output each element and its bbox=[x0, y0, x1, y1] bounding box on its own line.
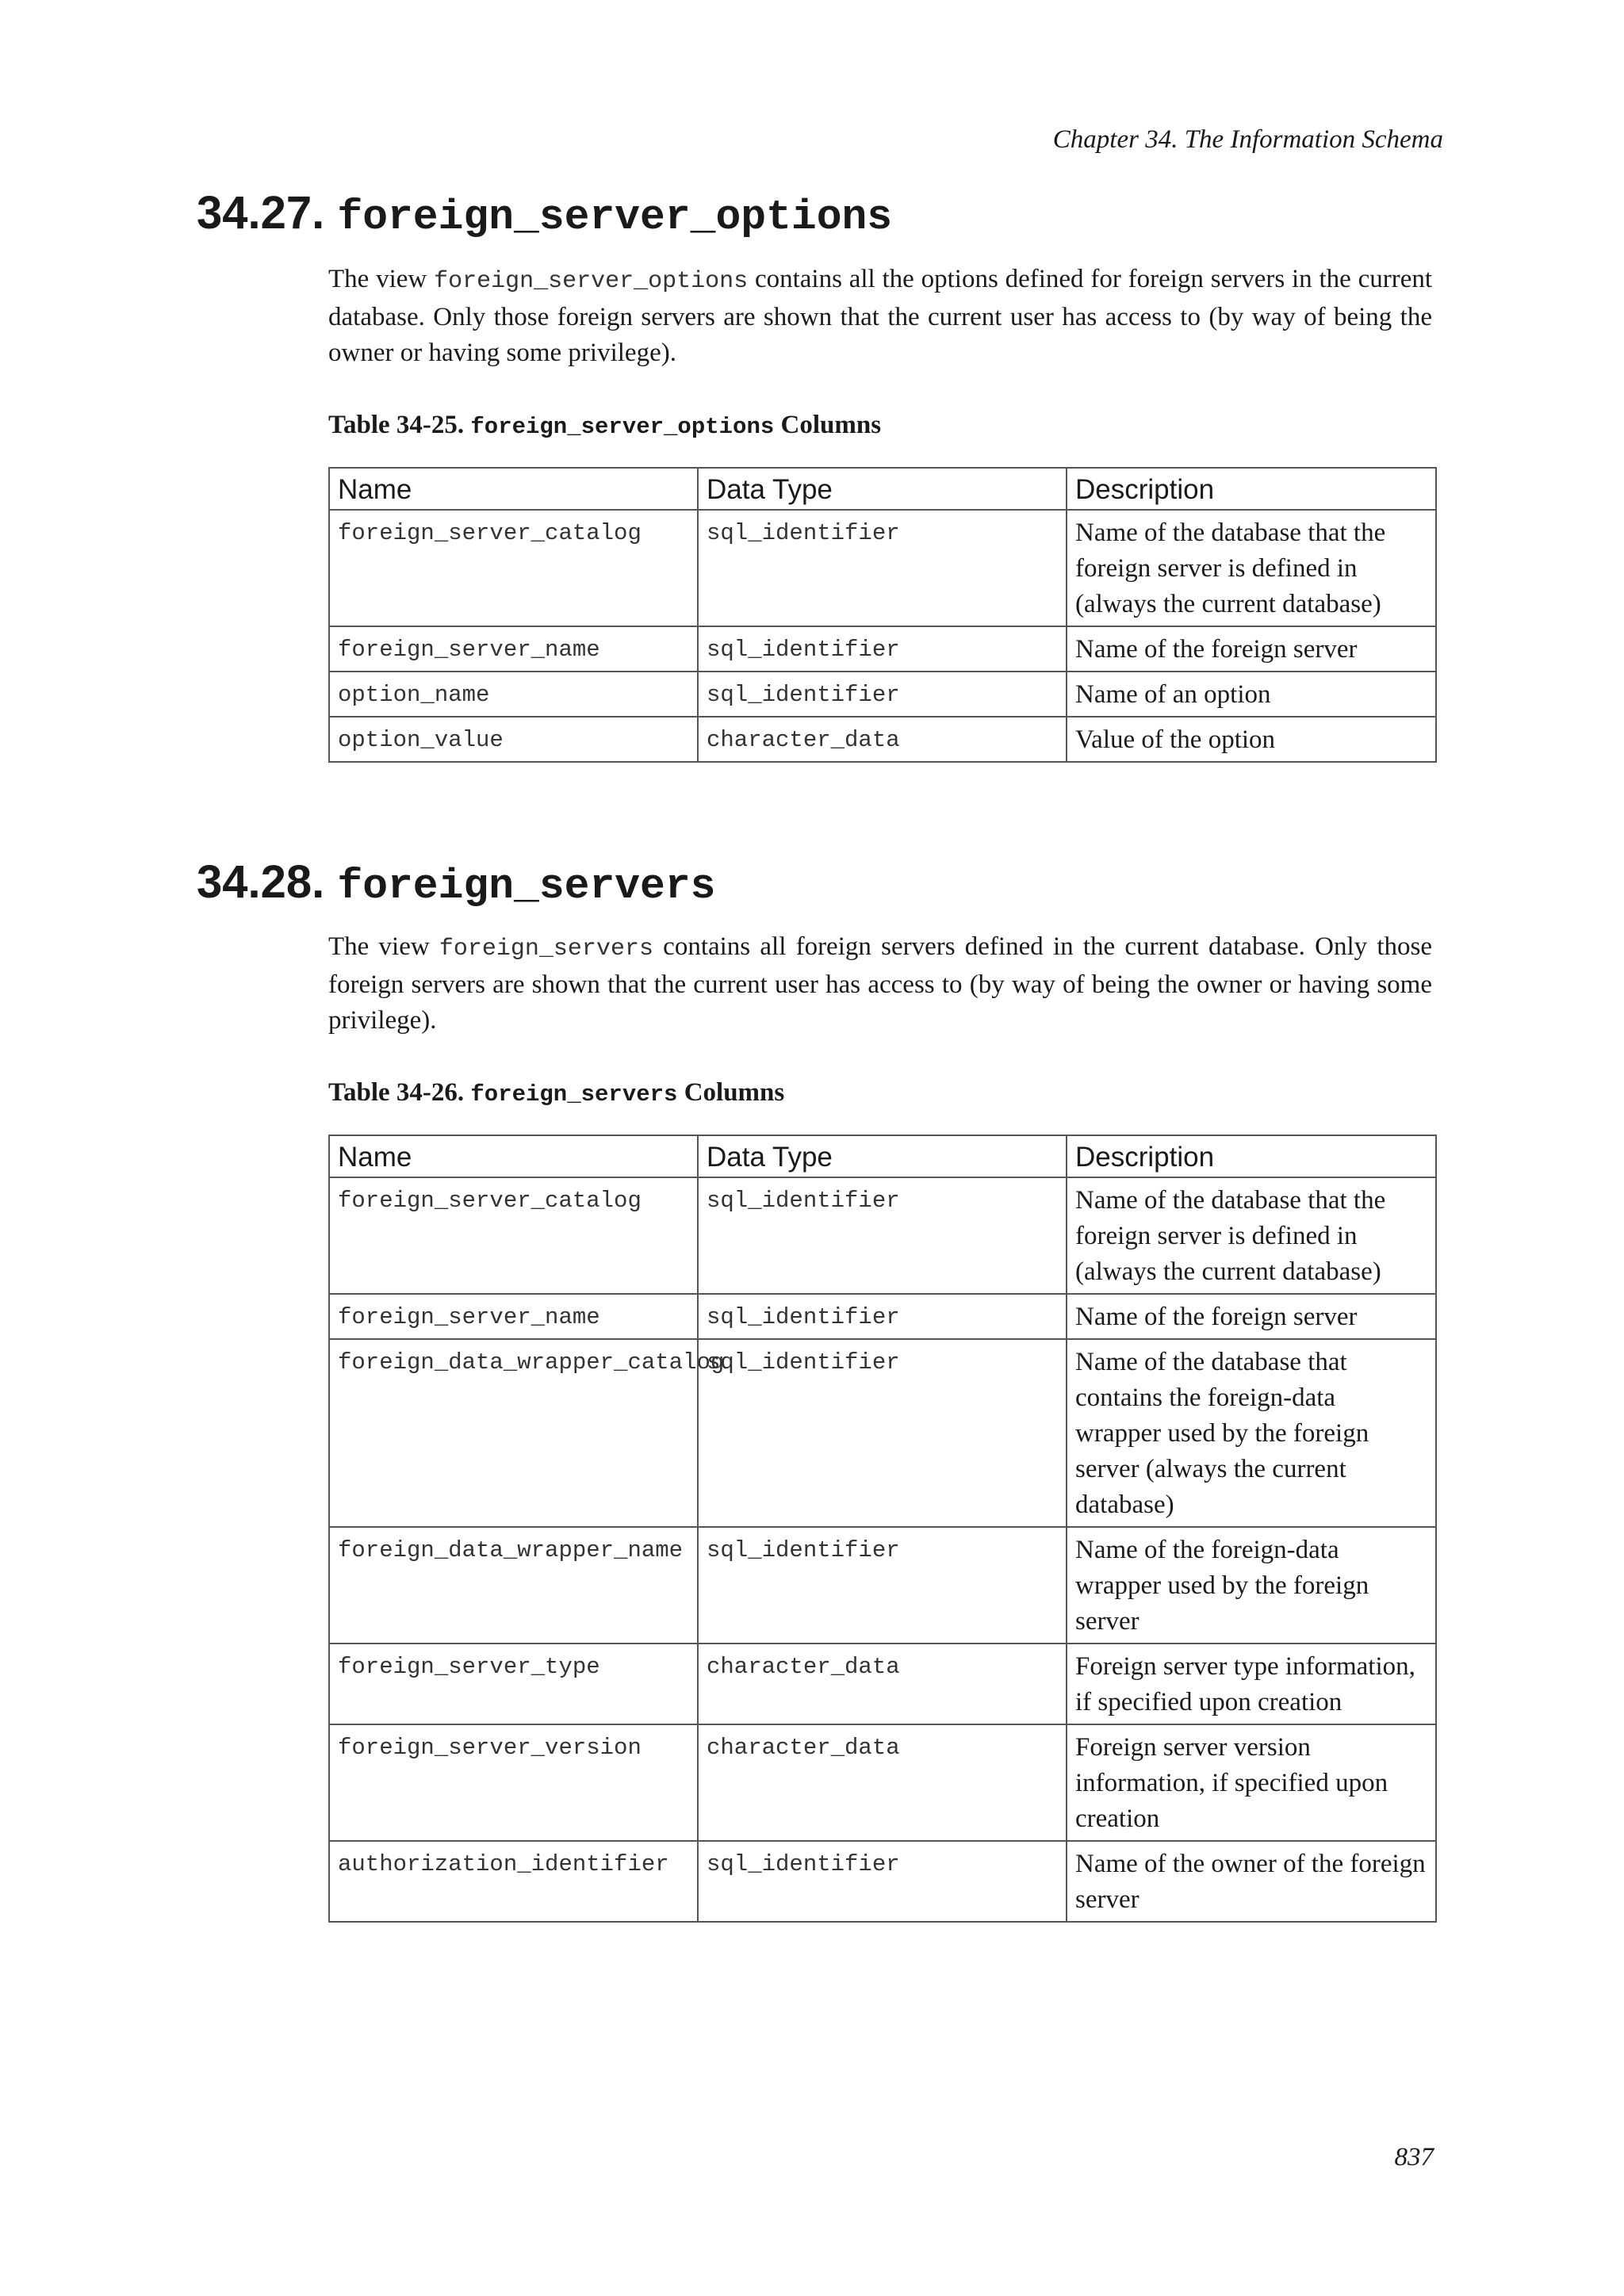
section-intro bbox=[328, 262, 1432, 371]
table-row bbox=[329, 1294, 1436, 1339]
caption-suffix: Columns bbox=[677, 1078, 785, 1107]
caption-suffix: Columns bbox=[774, 411, 882, 439]
column-description: Value of the option bbox=[1067, 717, 1436, 762]
caption-code: foreign_server_options bbox=[470, 414, 775, 440]
column-data-type: sql_identifier bbox=[698, 672, 1067, 717]
column-name: foreign_data_wrapper_name bbox=[329, 1527, 698, 1644]
intro-text: The view bbox=[328, 265, 435, 293]
caption-code: foreign_servers bbox=[470, 1081, 678, 1108]
column-description: Name of an option bbox=[1067, 672, 1436, 717]
column-description: Name of the foreign server bbox=[1067, 626, 1436, 672]
header-data-type: Data Type bbox=[698, 468, 1067, 510]
intro-text: contains all the options defined for foreign servers in the current database. Only those foreign servers are shown that the current user has access to (by way of being the owner or having some privilege). bbox=[328, 265, 1433, 367]
section-view-name: foreign_servers bbox=[337, 863, 716, 910]
header-description: Description bbox=[1067, 468, 1436, 510]
column-data-type: character_data bbox=[698, 1644, 1067, 1724]
page-number: 837 bbox=[1394, 2143, 1434, 2172]
table-caption bbox=[328, 411, 881, 440]
column-data-type: sql_identifier bbox=[698, 510, 1067, 626]
intro-code: foreign_server_options bbox=[434, 268, 749, 295]
column-data-type: character_data bbox=[698, 1724, 1067, 1841]
column-name: foreign_server_catalog bbox=[329, 510, 698, 626]
column-name: foreign_server_type bbox=[329, 1644, 698, 1724]
column-data-type: sql_identifier bbox=[698, 1527, 1067, 1644]
section-heading bbox=[197, 187, 893, 241]
column-description: Foreign server version information, if specified upon creation bbox=[1067, 1724, 1436, 1841]
header-name: Name bbox=[329, 468, 698, 510]
table-header-row bbox=[329, 468, 1436, 510]
column-description: Foreign server type information, if specified upon creation bbox=[1067, 1644, 1436, 1724]
columns-table bbox=[328, 467, 1437, 763]
table-row bbox=[329, 1527, 1436, 1644]
table-caption bbox=[328, 1078, 784, 1108]
column-name: foreign_data_wrapper_catalog bbox=[329, 1339, 698, 1527]
section-number: 34.28. bbox=[197, 856, 325, 908]
column-name: authorization_identifier bbox=[329, 1841, 698, 1922]
table-row bbox=[329, 1177, 1436, 1294]
column-data-type: sql_identifier bbox=[698, 1841, 1067, 1922]
table-row bbox=[329, 1841, 1436, 1922]
column-data-type: sql_identifier bbox=[698, 1339, 1067, 1527]
column-name: foreign_server_catalog bbox=[329, 1177, 698, 1294]
column-data-type: sql_identifier bbox=[698, 626, 1067, 672]
running-head: Chapter 34. The Information Schema bbox=[1052, 125, 1443, 154]
table-row bbox=[329, 510, 1436, 626]
columns-table bbox=[328, 1135, 1437, 1923]
intro-text: contains all foreign servers defined in the current database. Only those foreign servers are shown that the current user has access to (by way of being the owner or having some privilege). bbox=[328, 932, 1433, 1035]
column-name: foreign_server_name bbox=[329, 1294, 698, 1339]
column-data-type: sql_identifier bbox=[698, 1294, 1067, 1339]
section-heading bbox=[197, 856, 716, 910]
column-data-type: character_data bbox=[698, 717, 1067, 762]
header-name: Name bbox=[329, 1135, 698, 1177]
table-row bbox=[329, 626, 1436, 672]
column-name: foreign_server_version bbox=[329, 1724, 698, 1841]
table-row bbox=[329, 1724, 1436, 1841]
column-description: Name of the database that the foreign server is defined in (always the current database) bbox=[1067, 510, 1436, 626]
column-description: Name of the database that the foreign server is defined in (always the current database) bbox=[1067, 1177, 1436, 1294]
header-data-type: Data Type bbox=[698, 1135, 1067, 1177]
intro-text: The view bbox=[328, 932, 439, 961]
column-name: option_name bbox=[329, 672, 698, 717]
caption-prefix: Table 34-25. bbox=[328, 411, 471, 439]
section-intro bbox=[328, 929, 1432, 1039]
table-row bbox=[329, 1339, 1436, 1527]
column-description: Name of the owner of the foreign server bbox=[1067, 1841, 1436, 1922]
column-description: Name of the database that contains the foreign-data wrapper used by the foreign server (always the current database) bbox=[1067, 1339, 1436, 1527]
table-row bbox=[329, 1644, 1436, 1724]
section-number: 34.27. bbox=[197, 187, 325, 239]
column-name: option_value bbox=[329, 717, 698, 762]
column-description: Name of the foreign-data wrapper used by the foreign server bbox=[1067, 1527, 1436, 1644]
column-name: foreign_server_name bbox=[329, 626, 698, 672]
intro-code: foreign_servers bbox=[439, 936, 653, 962]
caption-prefix: Table 34-26. bbox=[328, 1078, 471, 1107]
header-description: Description bbox=[1067, 1135, 1436, 1177]
column-data-type: sql_identifier bbox=[698, 1177, 1067, 1294]
table-header-row bbox=[329, 1135, 1436, 1177]
column-description: Name of the foreign server bbox=[1067, 1294, 1436, 1339]
table-row bbox=[329, 672, 1436, 717]
section-view-name: foreign_server_options bbox=[337, 193, 893, 241]
table-row bbox=[329, 717, 1436, 762]
